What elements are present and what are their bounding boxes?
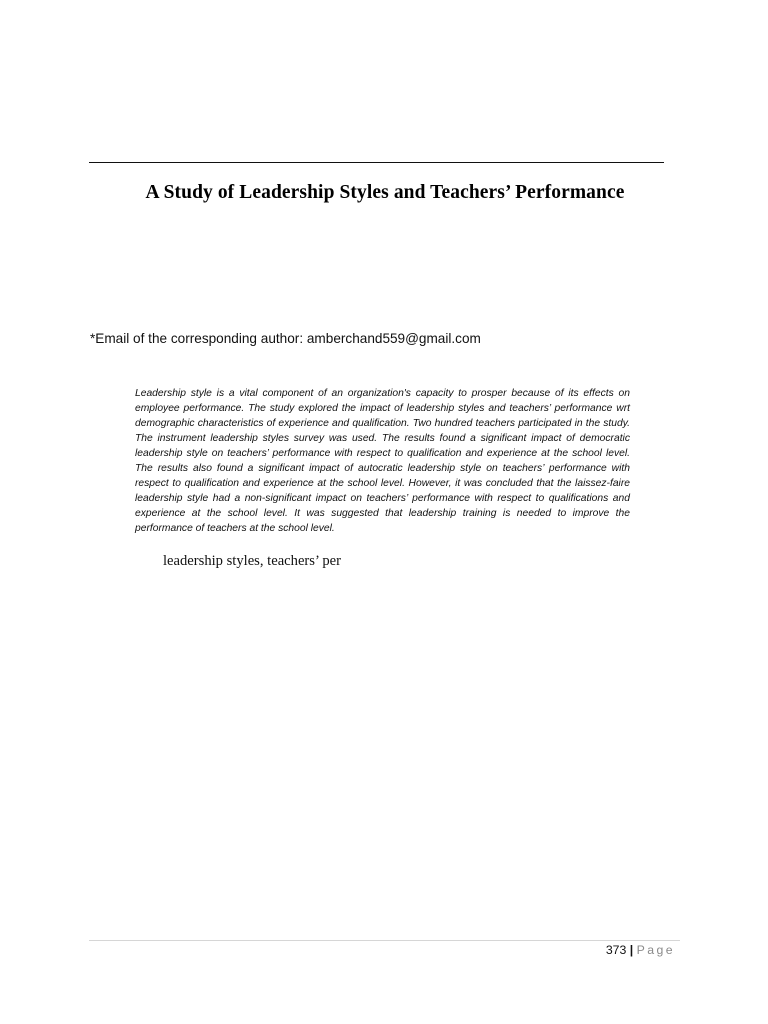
- paper-title: A Study of Leadership Styles and Teachers’ Performance: [145, 182, 625, 203]
- keywords-line: leadership styles, teachers’ per: [163, 553, 342, 569]
- page-label: Page: [636, 943, 675, 957]
- footer-divider: [89, 940, 680, 941]
- abstract-text: Leadership style is a vital component of an organization's capacity to prosper because of its effects on employee performance. The study explored the impact of leadership styles and teachers’ performance wrt demographic characteristics of experience and qualification. Two hundred teachers participated in the study. The instrument leadership styles survey was used. The results found a significant impact of democratic leadership style on teachers’ performance with respect to qualification and experience at the school level. The results also found a significant impact of autocratic leadership style on teachers’ performance with respect to qualification and experience at the school level. However, it was concluded that the laissez-faire leadership style had a non-significant impact on teachers’ performance with respect to qualifications and experience at the school level. It was suggested that leadership training is needed to improve the performance of teachers at the school level.: [135, 388, 630, 534]
- page-footer: [606, 943, 675, 957]
- header-divider: [89, 162, 664, 163]
- page-number: 373: [605, 943, 627, 957]
- page-separator: |: [629, 943, 634, 957]
- corresponding-author-email: *Email of the corresponding author: amberchand559@gmail.com: [90, 331, 481, 346]
